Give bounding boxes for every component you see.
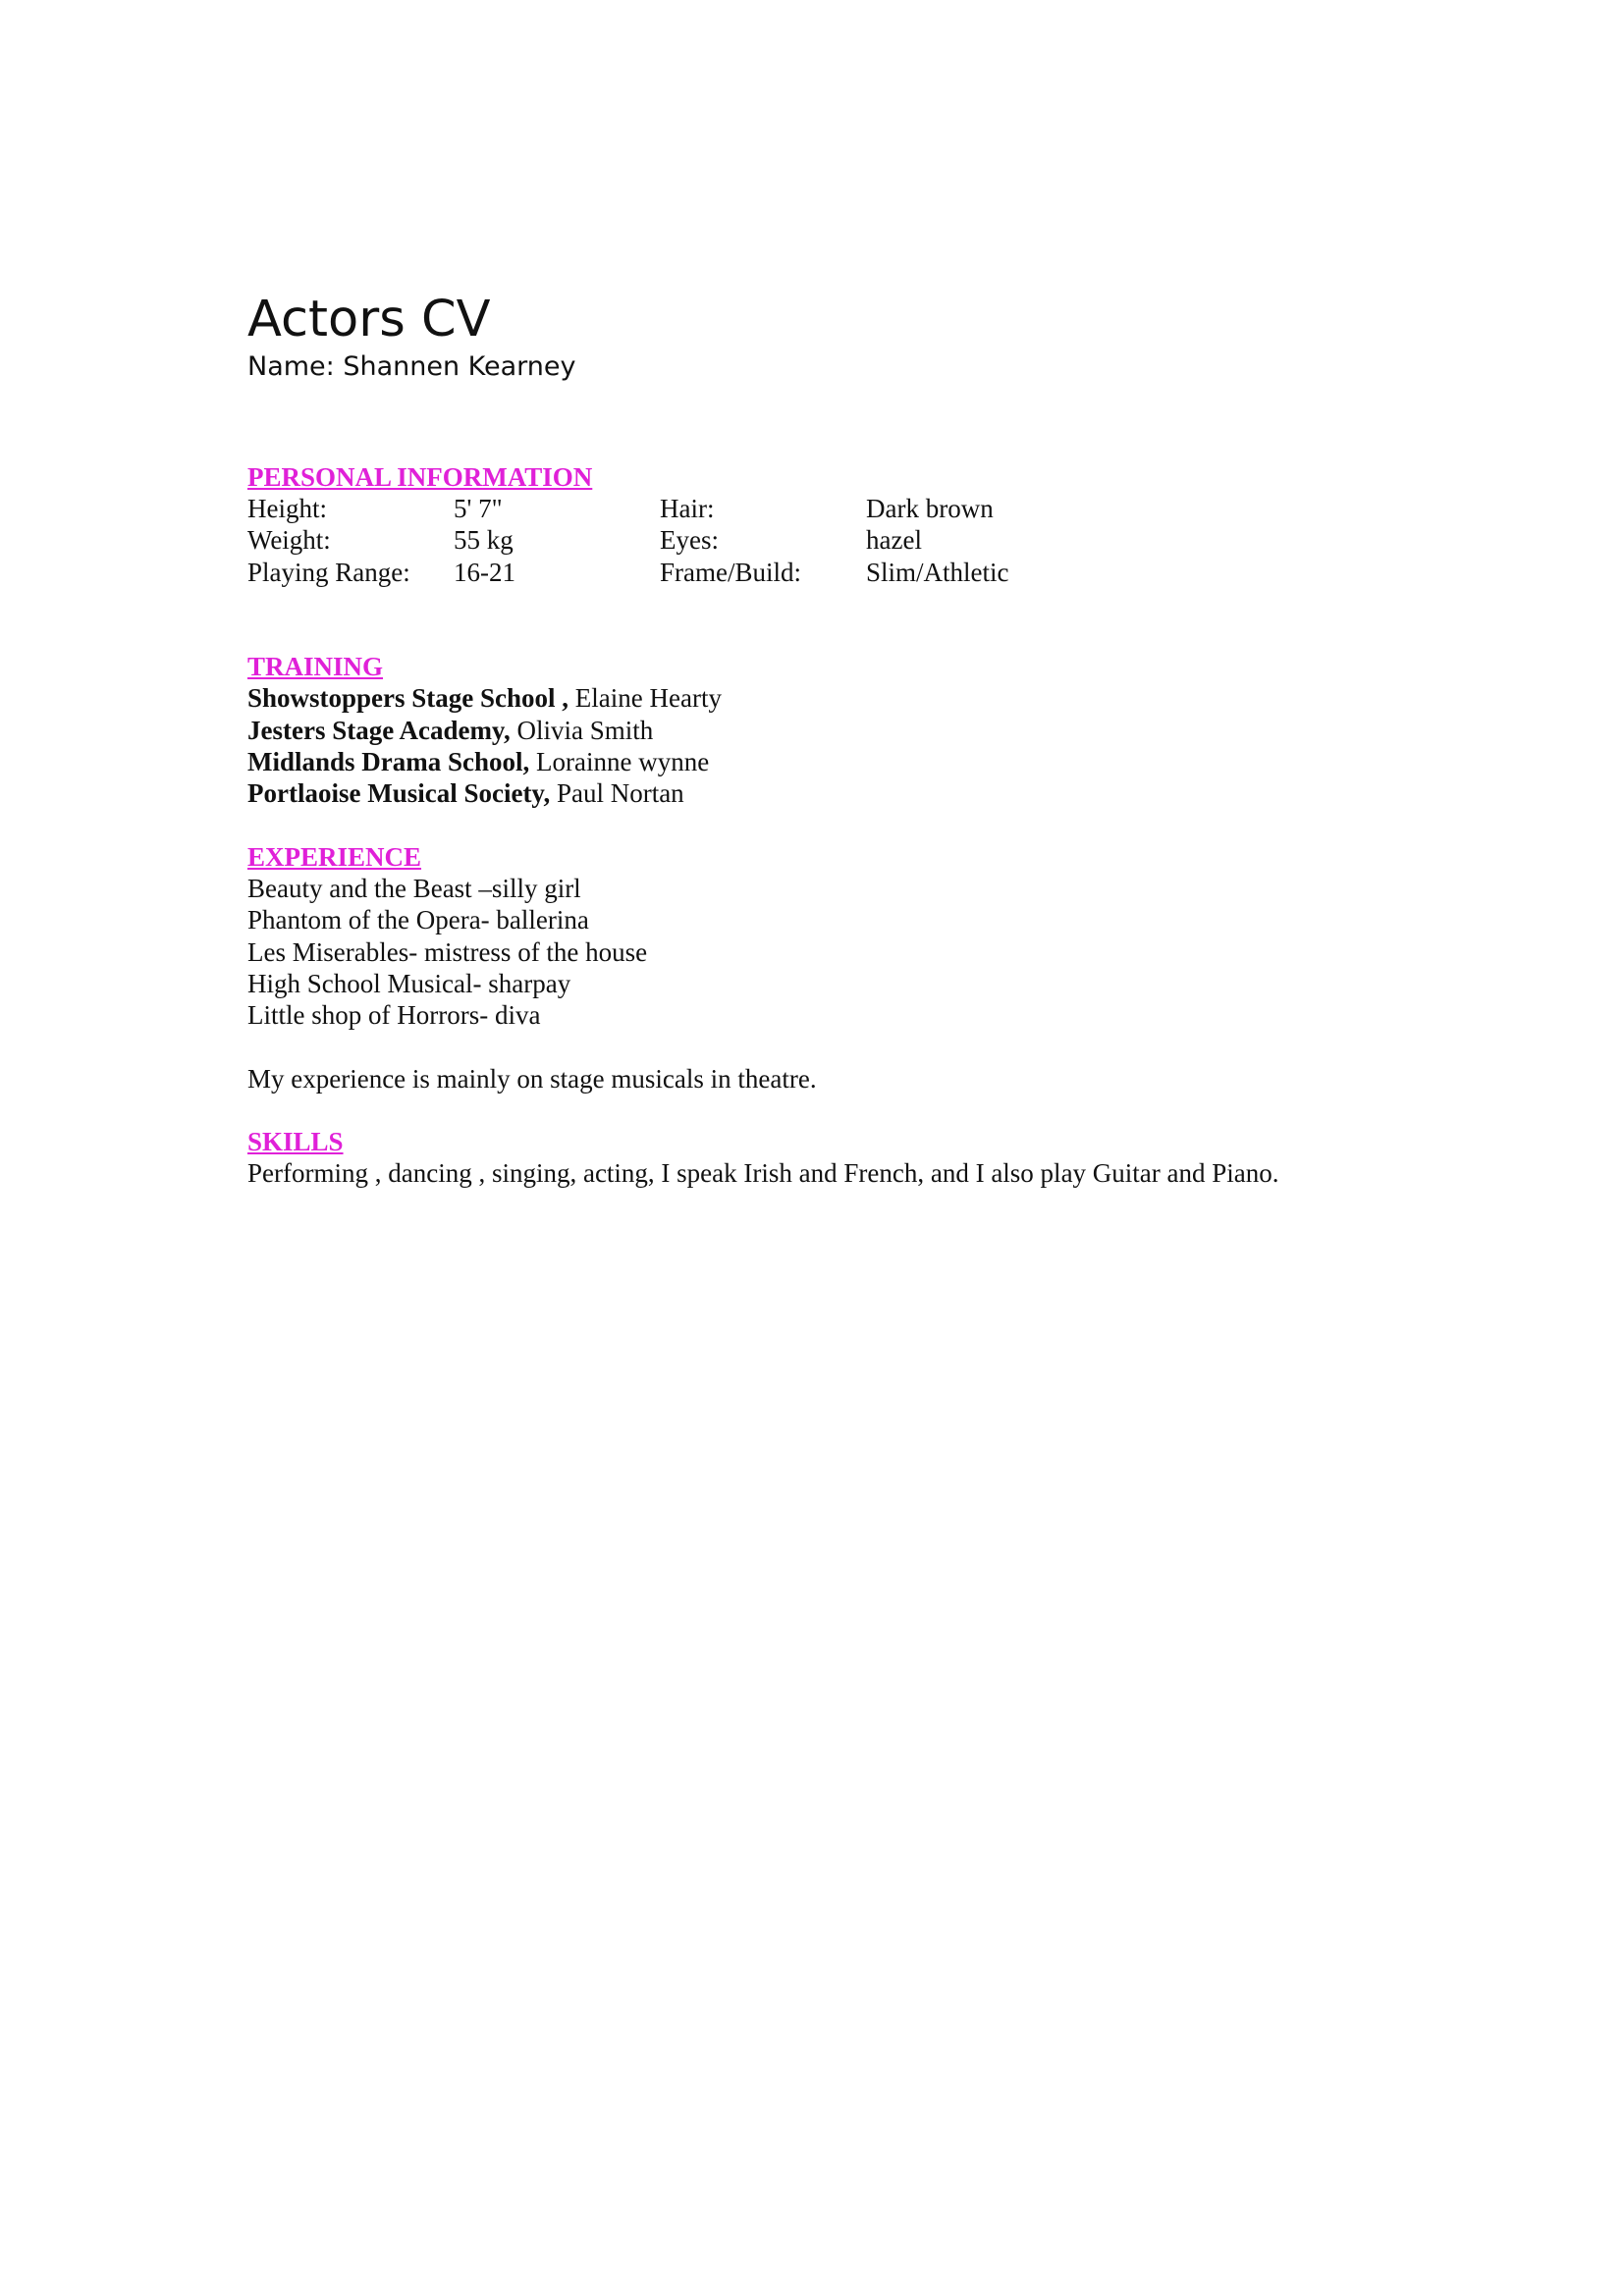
experience-item: Little shop of Horrors- diva (247, 1000, 541, 1031)
experience-item: Les Miserables- mistress of the house (247, 936, 648, 967)
weight-value: 55 kg (454, 525, 514, 556)
frame-build-value: Slim/Athletic (866, 557, 1009, 587)
experience-note: My experience is mainly on stage musicals in theatre. (247, 1063, 817, 1094)
personal-row (247, 524, 1386, 556)
playing-range-label: Playing Range: (247, 557, 410, 587)
skills-section (247, 1126, 1386, 1189)
hair-value: Dark brown (866, 494, 994, 523)
training-school: Portlaoise Musical Society, (247, 778, 551, 809)
playing-range-value: 16-21 (454, 557, 515, 587)
frame-build-label: Frame/Build: (660, 557, 801, 587)
personal-information-table (247, 493, 1386, 588)
height-value: 5' 7" (454, 494, 503, 523)
personal-information-heading: PERSONAL INFORMATION (247, 462, 593, 492)
hair-label: Hair: (660, 494, 715, 523)
training-item (247, 682, 1386, 714)
eyes-label: Eyes: (660, 525, 719, 556)
skills-heading: SKILLS (247, 1127, 344, 1157)
experience-item: Phantom of the Opera- ballerina (247, 905, 589, 935)
skills-text: Performing , dancing , singing, acting, I speak Irish and French, and I also play Guitar and Piano. (247, 1158, 1279, 1189)
weight-label: Weight: (247, 525, 331, 556)
training-teacher: Elaine Hearty (568, 683, 722, 714)
training-teacher: Paul Nortan (550, 778, 684, 809)
training-school: Showstoppers Stage School , (247, 683, 569, 714)
actor-name: Name: Shannen Kearney (247, 351, 576, 382)
personal-row (247, 493, 1386, 524)
experience-item: High School Musical- sharpay (247, 969, 571, 999)
training-teacher: Lorainne wynne (529, 747, 710, 777)
height-label: Height: (247, 494, 327, 523)
training-list (247, 682, 1386, 810)
experience-item: Beauty and the Beast –silly girl (247, 873, 581, 903)
training-teacher: Olivia Smith (510, 715, 654, 745)
experience-list (247, 873, 1386, 1032)
training-section (247, 651, 1386, 810)
training-item (247, 777, 1386, 809)
training-school: Jesters Stage Academy, (247, 715, 511, 745)
personal-row (247, 557, 1386, 588)
document-title: Actors CV (247, 291, 491, 348)
experience-heading: EXPERIENCE (247, 841, 422, 872)
personal-information-section (247, 461, 1386, 588)
training-school: Midlands Drama School, (247, 747, 530, 777)
eyes-value: hazel (866, 525, 922, 556)
training-item (247, 746, 1386, 777)
training-heading: TRAINING (247, 652, 384, 682)
cv-document (247, 291, 1386, 1190)
training-item (247, 715, 1386, 746)
experience-section (247, 841, 1386, 1095)
